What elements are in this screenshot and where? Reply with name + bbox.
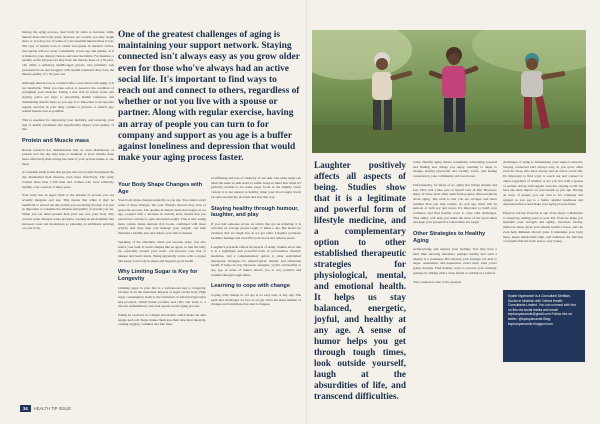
body-paragraph: Coping with change in old age is no easy task, at any age. The particular challenges we face as we get old is the sheer number of changes and transitions that start to happen. xyxy=(211,293,301,307)
body-paragraph: Limiting sugar in your diet is a well-known key to longevity, because of all the molecular impacts of sugar on the body. High sugar consumption leads to the formation of advanced glycation end products, which harms proteins and cells and leads to a chronic inflammatory state that speeds up the aging process. xyxy=(118,285,206,309)
intro-blurb: One of the greatest challenges of aging is maintaining your support network. Staying connected isn't always easy as you grow older even for those who've always had an active social life. It's important to find ways to reach out and connect to others, regardless of whether or not you live with a spouse or partner. Along with regular exercise, having an array of people you can turn to for company and support as you age is a buffer against loneliness and depression that would make your aging process faster. xyxy=(118,30,300,164)
body-paragraph: Your body has an upper limit to the amount of protein you can actually integrate and use. This means that while it may be beneficial to spread out the protein you eat during the day, it is just as important to consume the amount and quality of protein you eat. When you eat more protein than your use can, your body may convert some nitrogen waste products, creating an environment that increases wear and breakdown so planning on additional servings on your body. xyxy=(22,193,114,231)
body-paragraph: Your body shape changes naturally as you age. You cannot avoid some of these changes, but your lifestyle choices may slow or speed the process. The decline in muscle mass that begins as we age, coupled with a decrease in activity level, means that you need fewer calories to gain unwanted weight. This is why eating more calorie dense nutrient rich foods, combined with more activity that may help you manage your weight, can help maintain a healthy size and reduce your risk of disease. xyxy=(118,198,206,236)
left-column-2 xyxy=(118,176,206,331)
section-heading-coping: Learning to cope with change xyxy=(211,283,290,290)
body-paragraph: Stay connected. One of the greatest xyxy=(413,279,462,284)
photo-illustration xyxy=(312,30,586,153)
left-column-1 xyxy=(22,30,114,235)
three-women-exercising-photo xyxy=(312,30,586,153)
author-bio-box: Kyabe Nyamande is a Consultant Dietitian. Doctor in Nutrition with Oxford Health Consultants Limited. You can connect with him on this via social media and email: kephanyamande@gmail.com Follow him on twitter: @kyanyamande Blog: kephanyamande.blogspot.com xyxy=(503,290,585,362)
right-column-1 xyxy=(413,160,497,288)
body-paragraph: If you told someone across an article that got an irritating, it is said that on average people laugh 17 times a day. But there's no evidence that we laugh less as we get older. Laughter promotes healthier feelings and even lifts your mood and reduces stress. xyxy=(211,221,301,240)
section-heading-protein: Protein and Muscle mass xyxy=(22,138,90,145)
pull-quote: Laughter positively affects all aspects of being. Studies show that it is a legitimate and powerful form of lifestyle medicine, and a complementary option to other established therapeutic strategies for physiological, mental, and emotional health. It helps us stay balanced, energetic, joyful, and healthy at any age. A sense of humor helps you get through tough times, look outside yourself, laugh at the absurdities of life, and transcend difficulties. xyxy=(314,160,406,401)
section-heading-sugar: Why Limiting Sugar is Key for Longevity xyxy=(118,269,198,282)
body-paragraph: This is essential for improving your mobility, and reducing your risk of health conditions that significantly impact your quality of life. xyxy=(22,117,114,132)
section-heading-strategies: Other Strategies to Healthy Aging xyxy=(413,231,486,244)
body-paragraph: Speaking of the abdomen, when you become older, you also notice your bum. It works shaped like an apple, so that the belly fat, especially around your waist, can increase your risk of disease and heart attack. Being physically active with a proper diet keeps your body in shape and supports good health. xyxy=(118,239,206,263)
page-fold xyxy=(306,0,307,424)
body-paragraph: During the aging process, total body fat starts to increase, while muscle mass and body water decrease. As a result, you may weigh more or you may not. If some of your essential muscle mass is lost, this type of muscle loss is called sarcopenia in medical circles. Sarcopenia will not occur consistently across age and gender, as it is linked to your dietary choices and exercise habits. For instance, a healthy active 60-year-old may have the muscle mass of a 50-year-old, while a sedentary middle-aged person, who primarily eats processed foods and struggles with insulin resistance may have the muscle quality of a 70-year-old. xyxy=(22,30,114,77)
magazine-name: HEALTH TIP ISSUE xyxy=(33,406,72,411)
body-paragraph: Although muscle loss is a natural effect associated with aging, it is not inevitable. What you take action to preserve the condition of strengthen your muscles. Eating a diet rich in whole foods and staying active are keys to preventing insulin resistance and maintaining muscle mass as you age. It is important to incorporate regular exercise in your daily routine to prevent or stretch age-related muscle loss as possible. xyxy=(22,81,114,114)
right-column-2 xyxy=(503,160,583,248)
body-paragraph: Unfortunately, for many of us, aging also brings anxiety and fear. How will I take care of myself later in life? However, many of these fears often stem from popular misconceptions about aging. The truth is that you are stronger and more resilient than you may realize. As you age, there will be periods of both joy and stress. It's important to build your resilience and find healthy ways to cope with challenges. This ability will help you make the most of the good times and keep your perspective when times are tough. xyxy=(413,182,497,225)
body-paragraph: Laughter's powerful effects all aspects of being. Studies show that it is a legitimate and powerful form of preventative lifestyle medicine, and a complementary option to other established therapeutic strategies for physiological, mental, and emotional health. It helps us stay balanced, energetic, joyful, and healthy at any age. A sense of humor allows you to stay positive and resilient through tough times. xyxy=(211,244,301,277)
body-paragraph: Eating an overload of collagen and elastin, which make our skin supple and soft. Sugar makes them lose their structural integrity, causing sagging, wrinkles and fine lines. xyxy=(118,313,206,327)
body-paragraph: challenges of aging is maintaining your support network. Staying connected isn't always easy as you grow older even for those who have always had an active social life. It's important to find ways to reach out and connect to others regardless of whether or not you live with a spouse or partner. Along with regular exercise, staying social can have the most impact on your health as you age. Having an array of people you can turn to for company and support as you age is a buffer against loneliness and depression that would make your aging process faster. xyxy=(503,160,583,207)
body-paragraph: Acknowledge and express your feelings. You may have a hard time showing emotions, perhaps feeling that such a display is a weakness. But burying your feelings can lead to anger, resentment, and depression. Don't deny what you're going through. Find healthy ways to process your feelings, perhaps by talking with a close friend or writing in a journal. xyxy=(413,247,497,275)
body-paragraph: Recent research has demonstrated that an even distribution of protein over the day may help to maintain or grow muscle mass more effectively than having the bulk of your protein intake at one meal. xyxy=(22,147,114,166)
left-column-3 xyxy=(211,176,301,311)
body-paragraph: come. Healthy aging means continually reinventing yourself and finding new things you enjoy, learning to adapt to change, staying physically and socially active, and feeling connected to your community and loved ones. xyxy=(413,160,497,179)
page-number: 34 xyxy=(20,405,31,412)
body-paragraph: in stiffening and loss of elasticity of our skin. The same sugar can harm the same as skin starts to suffer. Keep in mind that while it's perfectly normal to eat some sugar foods in the slightly sweet variety, it is not natural to healthy when your blood sugar levels become excessively elevated and stay that way. xyxy=(211,176,301,199)
body-paragraph: A Canadian study found that people who ate protein throughout the day maintained their muscles even more effectively. The study tracked more than 1,700 men and women who were relatively healthy, over a period of three years. xyxy=(22,170,114,189)
page-footer xyxy=(20,405,71,412)
section-heading-humour: Staying healthy through humour, laughter, and play xyxy=(211,205,299,219)
section-heading-body-shape: Your Body Shape Changes with Age xyxy=(118,182,203,195)
body-paragraph: Physical activity. Exercise is one of the major contributors to longevity, adding years to your life. Exercise helps you maintain your strength and agility, increases vitality, improves sleep, gives your mental health a boost, and can even help diminish chronic pain. It maintains your body mass, keeps metabolism high, and enhances the function of systems that the body uses to stay young. xyxy=(503,211,583,244)
